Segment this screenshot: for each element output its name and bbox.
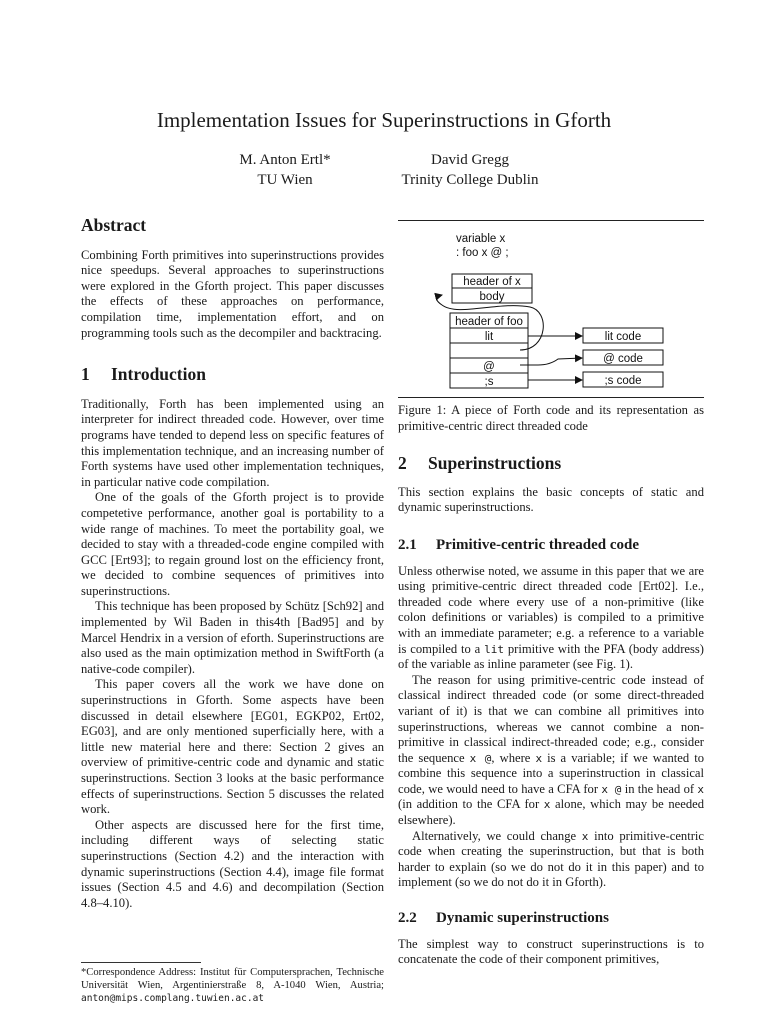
- author-2-affiliation: Trinity College Dublin: [401, 172, 539, 188]
- figure-1-diagram: [398, 221, 704, 397]
- header-x-label: header of x: [463, 276, 521, 288]
- footnote: [81, 962, 384, 1005]
- section-2-text: This section explains the basic concepts of static and dynamic superinstructions.: [398, 484, 704, 515]
- intro-paragraph-5: Other aspects are discussed here for the first time, including different ways of selecting static superinstructions (Section 4.2) and the interaction with dynamic superinstructions (Section 4.4), image file format issues (Section 4.5 and 4.6) and decompilation (Section 4.8–4.10).: [81, 817, 384, 910]
- section-2-2-title: Dynamic superinstructions: [436, 910, 609, 927]
- exit-code-label: ;s code: [604, 375, 642, 387]
- intro-paragraph-2: One of the goals of the Gforth project is to provide competetive performance, another goal is portability to a wide range of machines. To meet the portability goal, we decided to stay with a threaded-code engine compiled with GCC [Ert93]; to regain ground lost on the efficiency front, we decided to combine sequences of primitives into superinstructions.: [81, 490, 384, 598]
- cell-fetch: @: [483, 361, 495, 373]
- right-column: [398, 403, 704, 968]
- intro-paragraph-3: This technique has been proposed by Schütz [Sch92] and implemented by Wil Baden in this4th [Bad95] and by Marcel Hendrix in a version of eforth. Superinstructions are also used as the main optimization method in SwiftForth (a native-code compiler).: [81, 599, 384, 676]
- fetch-code-label: @ code: [603, 353, 643, 365]
- section-1-number: 1: [81, 364, 90, 385]
- section-2-heading: [398, 453, 704, 474]
- section-2-1-heading: [398, 538, 704, 554]
- cell-lit: lit: [484, 331, 494, 343]
- author-1-affiliation: TU Wien: [257, 172, 313, 188]
- section-2-2-text: The simplest way to construct superinstructions is to concatenate the code of their component primitives,: [398, 936, 704, 967]
- arrow-fetch: [520, 358, 582, 365]
- section-2-1-title: Primitive-centric threaded code: [436, 536, 639, 553]
- body-label: body: [479, 291, 505, 303]
- author-1: [200, 150, 370, 190]
- section-1-title: Introduction: [111, 364, 206, 385]
- figure-source-line-1: variable x: [456, 233, 506, 245]
- intro-paragraph-1: Traditionally, Forth has been implemented using an interpreter for indirect threaded code. However, over time programs have tended to depend less on specific features of this implementation technique, and an increasing number of Forth systems have used other implementation techniques, in particular native code compilation.: [81, 396, 384, 489]
- section-2-2-heading: [398, 911, 704, 927]
- section-2-1-number: 2.1: [398, 536, 417, 553]
- section-2-1-paragraph-2: The reason for using primitive-centric code instead of classical indirect threaded code (or some direct-threaded variant of it) is that we can combine all primitives into superinstructions, whereas we cannot combine a non-primitive in classical indirect-threaded code; e.g., consider the sequence x @, where x is a variable; if we wanted to combine this sequence into a superinstruction in classical code, we would need to have a CFA for x @ in the head of x (in addition to the CFA for x alone, which may be needed elsewhere).: [398, 672, 705, 828]
- figure-1-caption: Figure 1: A piece of Forth code and its representation as primitive-centric direct threaded code: [398, 403, 704, 433]
- figure-1: [398, 220, 704, 398]
- footnote-text: *Correspondence Address: Institut für Computersprachen, Technische Universität Wien, Argentinierstraße 8, A-1040 Wien, Austria;: [81, 967, 384, 991]
- abstract-text: Combining Forth primitives into superinstructions provides nice speedups. Several approaches to superinstructions were explored in the Gforth project. This paper discusses the effects of these approaches on performance, compilation time, implementation effort, and on programming tools such as the decompiler and backtracing.: [81, 247, 384, 340]
- author-2: [380, 150, 560, 190]
- section-2-2-number: 2.2: [398, 910, 417, 927]
- figure-source-line-2: : foo x @ ;: [456, 247, 509, 259]
- cell-exit: ;s: [484, 376, 494, 388]
- left-column: [81, 215, 384, 911]
- footnote-rule: [81, 962, 201, 963]
- header-foo-label: header of foo: [455, 316, 523, 328]
- lit-code-label: lit code: [604, 331, 642, 343]
- author-1-name: M. Anton Ertl*: [239, 152, 331, 168]
- intro-paragraph-4: This paper covers all the work we have done on superinstructions in Gforth. Some aspects have been discussed in detail elsewhere [EG01, EGKP02, Ert02, EG03], and are only mentioned superficially here, with a little new material here and there: Section 2 gives an overview of primitive-centric code and dynamic and static superinstructions. Section 3 looks at the basic performance effects of superinstructions. Section 5 discusses the related work.: [81, 677, 384, 817]
- section-2-1-paragraph-3: Alternatively, we could change x into primitive-centric code when creating the superinstruction, but that is both harder to explain (so we do not do it in this paper) and to implement (so we do not do it in Gforth).: [398, 828, 704, 890]
- abstract-heading: Abstract: [81, 215, 147, 235]
- section-2-1-paragraph-1: Unless otherwise noted, we assume in this paper that we are using primitive-centric direct threaded code [Ert02]. I.e., threaded code where every use of a non-primitive (like colon definitions or variables) is compiled to a primitive with an immediate parameter; e.g. a reference to a variable is compiled to a lit primitive with the PFA (body address) of the variable as inline parameter (see Fig. 1).: [398, 563, 704, 672]
- section-2-title: Superinstructions: [428, 453, 562, 474]
- section-2-number: 2: [398, 453, 407, 474]
- paper-title: Implementation Issues for Superinstructions in Gforth: [156, 108, 612, 132]
- author-2-name: David Gregg: [431, 152, 509, 168]
- footnote-email: anton@mips.complang.tuwien.ac.at: [81, 993, 265, 1004]
- section-1-heading: [81, 364, 384, 385]
